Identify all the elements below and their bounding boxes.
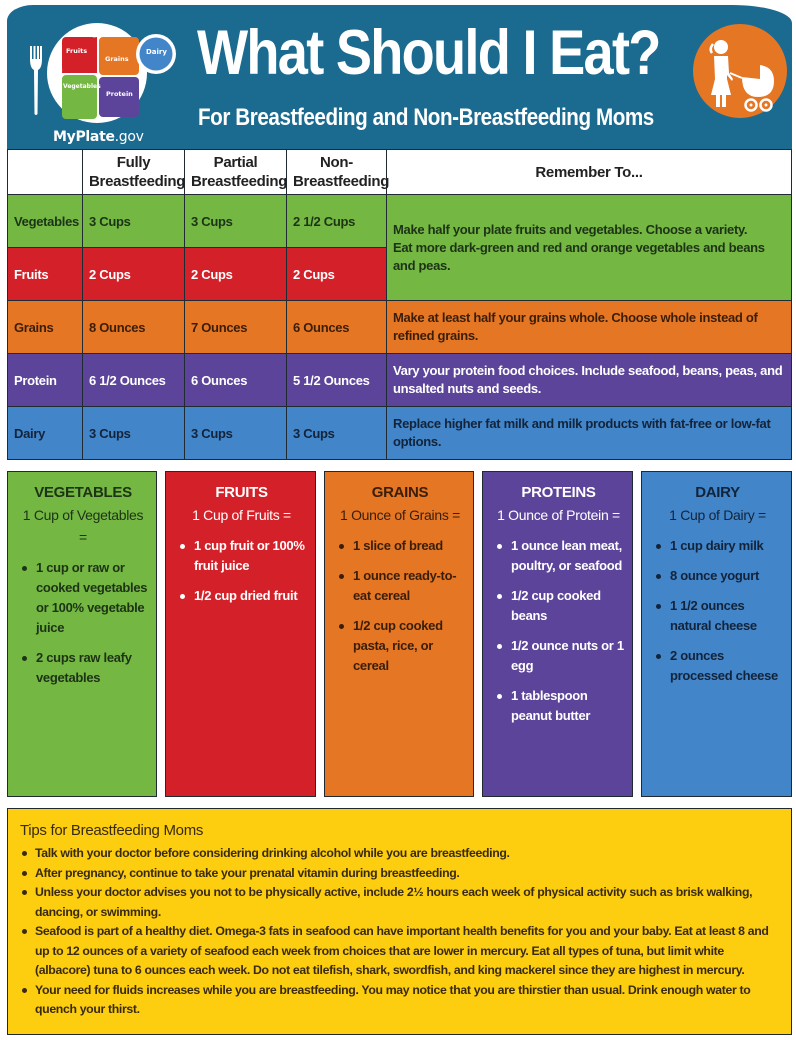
header-empty [8, 150, 83, 195]
tip-item: Seafood is part of a healthy diet. Omega-3 fats in seafood can have important health benefits for you and your baby. Eat at least 8 and up to 12 ounces of a variety of seafood each week from choices that are lower in mercury. Eat all types of tuna, but limit white (albacore) tuna to 6 ounces each week. Do not eat tilefish, shark, swordfish, and king mackerel since they are highest in mercury. [20, 922, 779, 981]
partial-value: 2 Cups [185, 248, 287, 301]
fully-value: 3 Cups [83, 407, 185, 460]
card-dairy [641, 471, 792, 797]
card-subtitle: 1 Cup of Dairy = [669, 507, 766, 523]
card-list [176, 536, 307, 606]
list-item: 1/2 ounce nuts or 1 egg [493, 636, 624, 676]
card-list [493, 536, 624, 726]
tip-dairy: Replace higher fat milk and milk products with fat-free or low-fat options. [387, 407, 792, 460]
tip-protein: Vary your protein food choices. Include seafood, beans, peas, and unsalted nuts and seeds. [387, 354, 792, 407]
header-fully-breastfeeding: Fully Breastfeeding [83, 150, 185, 195]
tips-title: Tips for Breastfeeding Moms [20, 822, 204, 839]
card-subtitle: 1 Cup of Vegetables = [22, 507, 144, 545]
header-banner [7, 5, 792, 150]
tip-item: After pregnancy, continue to take your prenatal vitamin during breastfeeding. [20, 864, 779, 884]
card-title: GRAINS [371, 484, 429, 501]
list-item: 1 ounce ready-to-eat cereal [335, 566, 465, 606]
list-item: 1 cup dairy milk [652, 536, 783, 556]
tip-item: Talk with your doctor before considering drinking alcohol while you are breastfeeding. [20, 844, 779, 864]
partial-value: 7 Ounces [185, 301, 287, 354]
tip-grains: Make at least half your grains whole. Choose whole instead of refined grains. [387, 301, 792, 354]
card-list [18, 558, 148, 688]
non-value: 2 1/2 Cups [287, 195, 387, 248]
non-value: 2 Cups [287, 248, 387, 301]
myplate-logo [19, 13, 179, 148]
card-subtitle: 1 Cup of Fruits = [192, 507, 291, 523]
brand-name: MyPlate [53, 129, 115, 145]
partial-value: 3 Cups [185, 195, 287, 248]
card-proteins [482, 471, 633, 797]
list-item: 1/2 cup dried fruit [176, 586, 307, 606]
header-partial-breastfeeding: Partial Breastfeeding [185, 150, 287, 195]
partial-value: 3 Cups [185, 407, 287, 460]
page-subtitle: For Breastfeeding and Non-Breastfeeding Moms [198, 104, 654, 131]
table-row-grains [8, 301, 792, 354]
list-item: 1 slice of bread [335, 536, 465, 556]
card-title: VEGETABLES [34, 484, 132, 501]
tips-panel [7, 808, 792, 1035]
card-vegetables [7, 471, 157, 797]
list-item: 1/2 cup cooked pasta, rice, or cereal [335, 616, 465, 676]
card-list [652, 536, 783, 686]
header-non-breastfeeding: Non- Breastfeeding [287, 150, 387, 195]
page-title: What Should I Eat? [197, 18, 660, 88]
tip-item: Your need for fluids increases while you are breastfeeding. You may notice that you are thirstier than usual. Drink enough water to quench your thirst. [20, 981, 779, 1020]
brand-suffix: .gov [114, 129, 144, 145]
tip-item: Unless your doctor advises you not to be physically active, include 2½ hours each week of physical activity such as brisk walking, dancing, or swimming. [20, 883, 779, 922]
tips-list [20, 844, 779, 1020]
non-value: 5 1/2 Ounces [287, 354, 387, 407]
list-item: 8 ounce yogurt [652, 566, 783, 586]
plate-label-dairy: Dairy [146, 48, 167, 56]
partial-value: 6 Ounces [185, 354, 287, 407]
non-value: 6 Ounces [287, 301, 387, 354]
mother-with-stroller-icon [692, 23, 788, 119]
plate-label-grains: Grains [105, 55, 129, 63]
plate-label-vegetables: Vegetables [63, 83, 101, 90]
non-value: 3 Cups [287, 407, 387, 460]
card-title: FRUITS [215, 484, 268, 501]
card-list [335, 536, 465, 676]
fully-value: 3 Cups [83, 195, 185, 248]
fork-icon [29, 46, 43, 116]
servings-table [7, 149, 792, 460]
plate-graphic [45, 23, 180, 128]
card-subtitle: 1 Ounce of Grains = [340, 507, 460, 523]
list-item: 1/2 cup cooked beans [493, 586, 624, 626]
group-label: Fruits [8, 248, 83, 301]
table-row-vegetables [8, 195, 792, 248]
list-item: 2 ounces processed cheese [652, 646, 783, 686]
fully-value: 2 Cups [83, 248, 185, 301]
plate-label-protein: Protein [106, 90, 133, 98]
group-label: Vegetables [8, 195, 83, 248]
table-row-dairy [8, 407, 792, 460]
group-label: Grains [8, 301, 83, 354]
list-item: 2 cups raw leafy vegetables [18, 648, 148, 688]
list-item: 1 ounce lean meat, poultry, or seafood [493, 536, 624, 576]
tip-vegetables-fruits: Make half your plate fruits and vegetables. Choose a variety. Eat more dark-green and red and orange vegetables and beans and peas. [387, 195, 792, 301]
list-item: 1 cup fruit or 100% fruit juice [176, 536, 307, 576]
card-subtitle: 1 Ounce of Protein = [497, 507, 620, 523]
card-grains [324, 471, 474, 797]
table-row-protein [8, 354, 792, 407]
fully-value: 8 Ounces [83, 301, 185, 354]
card-title: PROTEINS [521, 484, 596, 501]
header-remember-to: Remember To... [387, 150, 792, 195]
group-label: Protein [8, 354, 83, 407]
card-title: DAIRY [695, 484, 740, 501]
list-item: 1 cup or raw or cooked vegetables or 100% vegetable juice [18, 558, 148, 638]
list-item: 1 1/2 ounces natural cheese [652, 596, 783, 636]
table-header-row [8, 150, 792, 195]
group-label: Dairy [8, 407, 83, 460]
list-item: 1 tablespoon peanut butter [493, 686, 624, 726]
myplate-wordmark [53, 129, 144, 145]
plate-label-fruits: Fruits [66, 47, 88, 55]
fully-value: 6 1/2 Ounces [83, 354, 185, 407]
card-fruits [165, 471, 316, 797]
